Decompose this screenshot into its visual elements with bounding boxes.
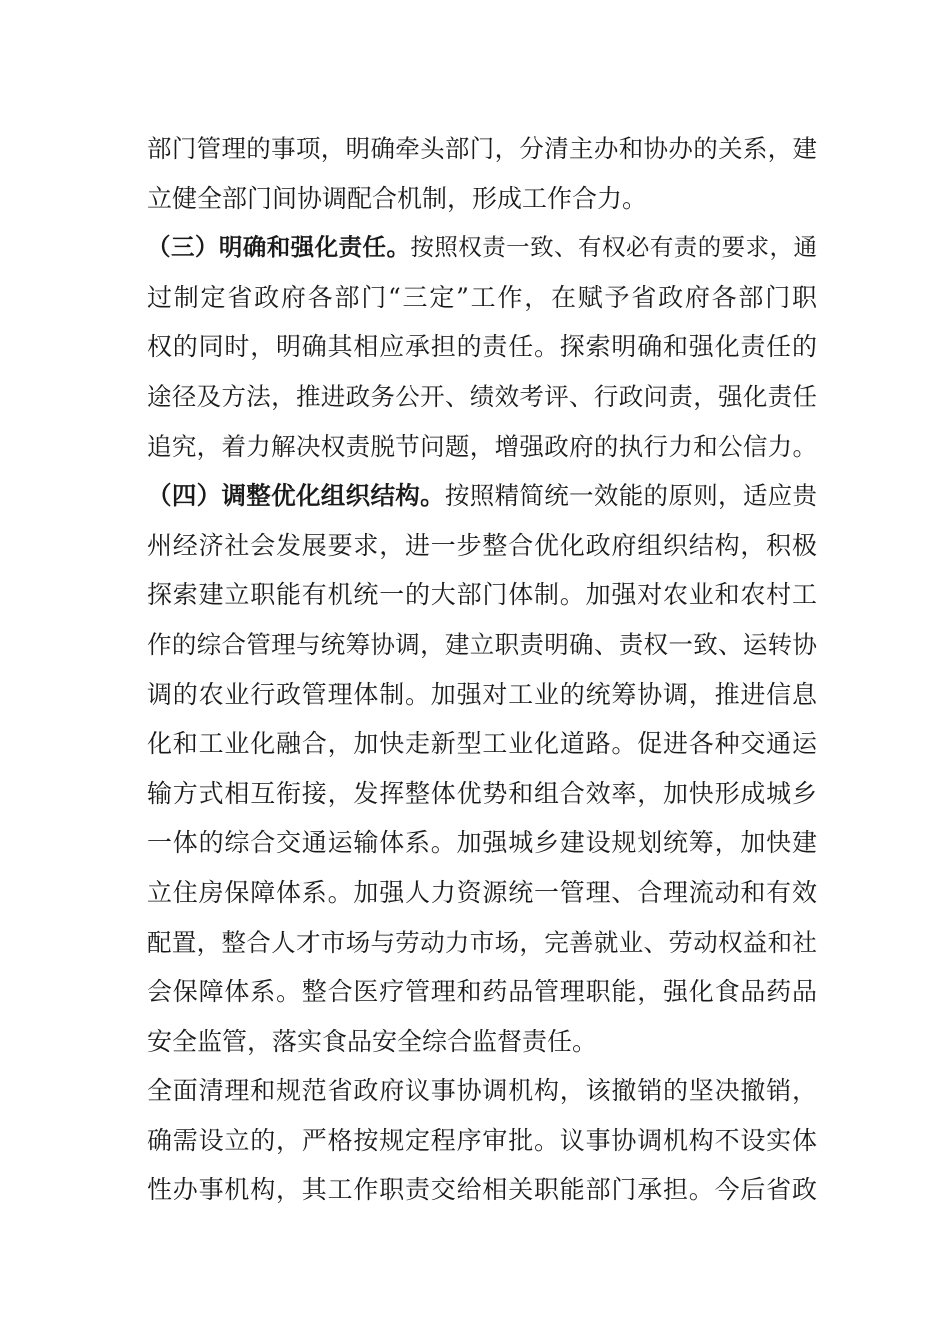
line-text: 全面清理和规范省政府议事协调机构，该撤销的坚决撤销， xyxy=(147,1076,817,1106)
line-text: 输方式相互衔接，发挥整体优势和组合效率，加快形成城乡 xyxy=(147,778,817,808)
line-text: 调的农业行政管理体制。加强对工业的统筹协调，推进信息 xyxy=(147,679,817,709)
text-line xyxy=(147,174,817,224)
text-line xyxy=(147,818,817,868)
text-line xyxy=(147,570,817,620)
text-line xyxy=(147,620,817,670)
line-text: 立住房保障体系。加强人力资源统一管理、合理流动和有效 xyxy=(147,877,817,907)
text-line xyxy=(147,1165,817,1215)
line-text: 配置，整合人才市场与劳动力市场，完善就业、劳动权益和社 xyxy=(147,927,817,957)
text-line xyxy=(147,918,817,968)
line-text: 探索建立职能有机统一的大部门体制。加强对农业和农村工 xyxy=(147,580,817,610)
text-line xyxy=(147,868,817,918)
text-line xyxy=(147,521,817,571)
text-line xyxy=(147,1116,817,1166)
text-line xyxy=(147,273,817,323)
line-text: 化和工业化融合，加快走新型工业化道路。促进各种交通运 xyxy=(147,729,817,759)
text-line xyxy=(147,719,817,769)
text-line xyxy=(147,1066,817,1116)
line-text: 会保障体系。整合医疗管理和药品管理职能，强化食品药品 xyxy=(147,977,817,1007)
line-text: 按照精简统一效能的原则，适应贵 xyxy=(444,481,817,511)
section-heading: （四）调整优化组织结构。 xyxy=(147,481,445,511)
text-line xyxy=(147,1017,817,1067)
text-line xyxy=(147,372,817,422)
line-text: 性办事机构，其工作职责交给相关职能部门承担。今后省政 xyxy=(147,1175,817,1205)
text-line xyxy=(147,422,817,472)
text-line xyxy=(147,670,817,720)
line-text: 途径及方法，推进政务公开、绩效考评、行政问责，强化责任 xyxy=(147,381,817,411)
text-line xyxy=(147,967,817,1017)
text-line xyxy=(147,471,817,521)
line-text: 一体的综合交通运输体系。加强城乡建设规划统筹，加快建 xyxy=(147,828,817,858)
line-text: 追究，着力解决权责脱节问题，增强政府的执行力和公信力。 xyxy=(147,431,817,461)
line-text: 作的综合管理与统筹协调，建立职责明确、责权一致、运转协 xyxy=(147,629,817,659)
line-text: 过制定省政府各部门“三定”工作，在赋予省政府各部门职 xyxy=(147,282,817,312)
line-text: 州经济社会发展要求，进一步整合优化政府组织结构，积极 xyxy=(147,530,817,560)
text-line xyxy=(147,322,817,372)
line-text: 安全监管，落实食品安全综合监督责任。 xyxy=(147,1026,598,1056)
text-line xyxy=(147,769,817,819)
line-text: 确需设立的，严格按规定程序审批。议事协调机构不设实体 xyxy=(147,1125,817,1155)
body-text xyxy=(147,124,817,1215)
text-line xyxy=(147,124,817,174)
line-text: 立健全部门间协调配合机制，形成工作合力。 xyxy=(147,183,648,213)
section-heading: （三）明确和强化责任。 xyxy=(147,233,411,262)
line-text: 权的同时，明确其相应承担的责任。探索明确和强化责任的 xyxy=(147,332,817,362)
text-line xyxy=(147,223,817,273)
line-text: 部门管理的事项，明确牵头部门，分清主办和协办的关系，建 xyxy=(147,134,817,163)
line-text: 按照权责一致、有权必有责的要求，通 xyxy=(410,233,818,262)
